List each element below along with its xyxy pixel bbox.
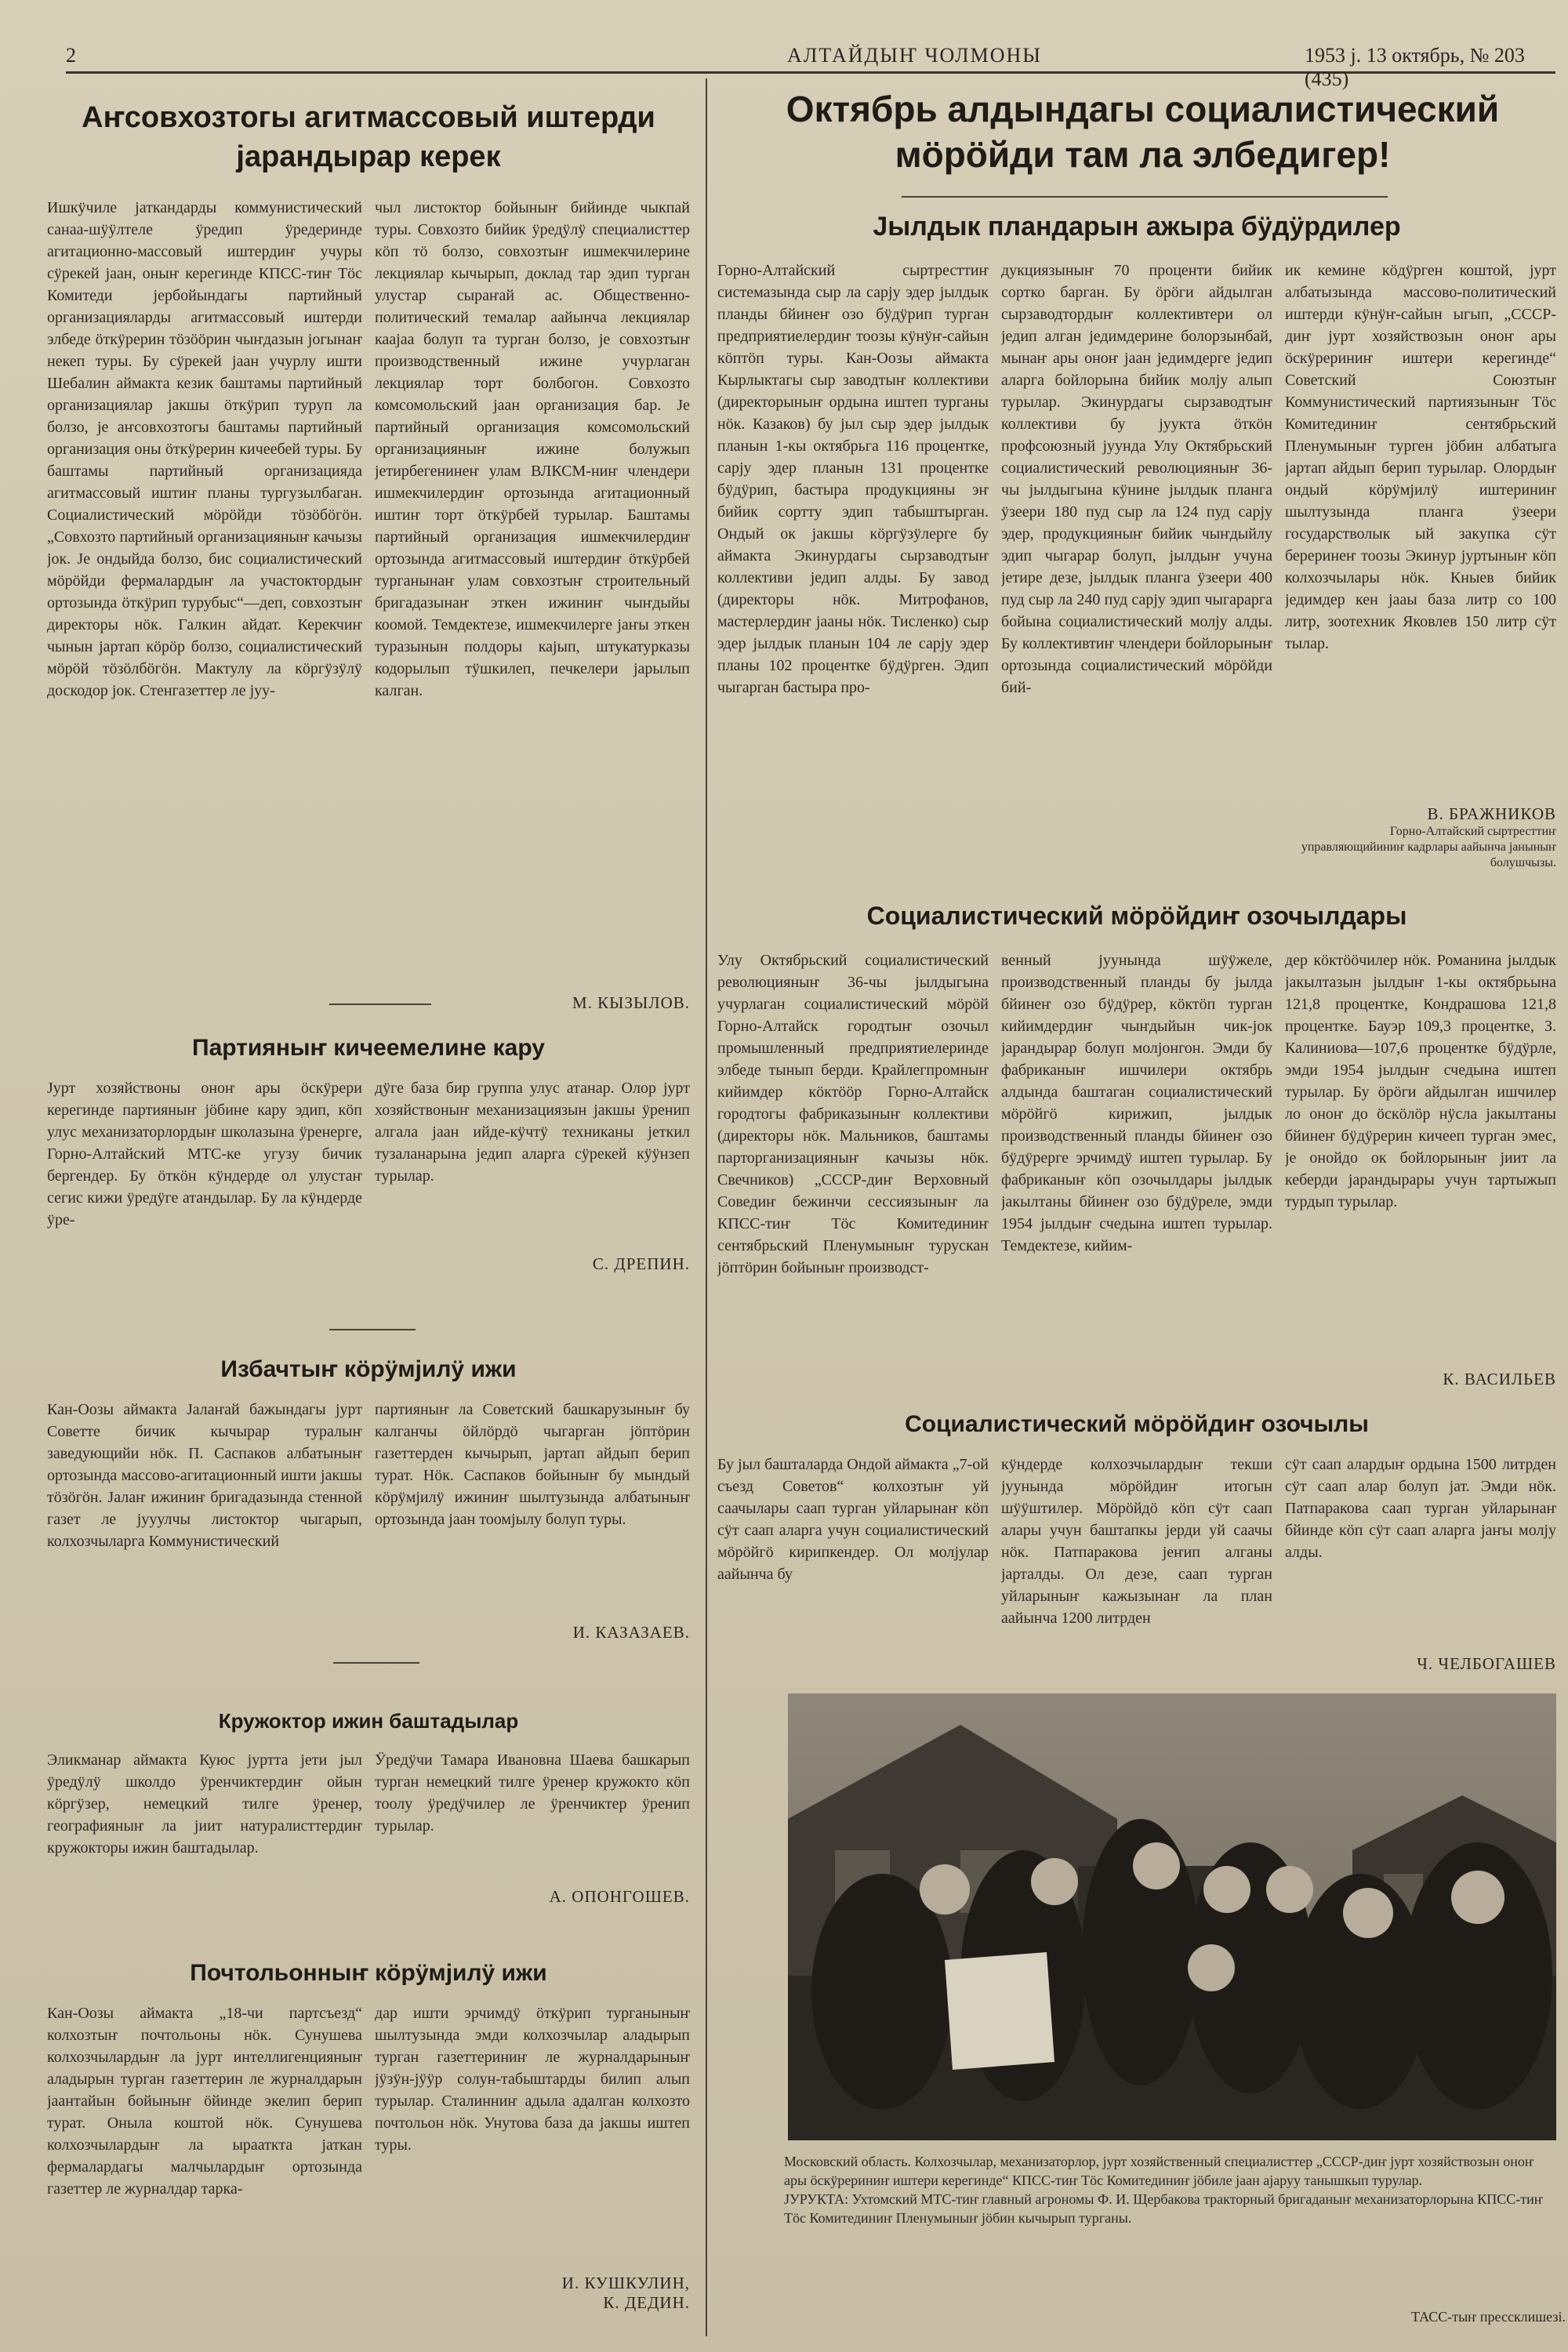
article-signature: Ч. ЧЕЛБОГАШЕВ <box>1417 1654 1556 1673</box>
plan-signature-block <box>1286 800 1556 871</box>
article-title: Кружоктор ижин баштадылар <box>218 1709 519 1733</box>
article-signature: И. КУШКУЛИН, К. ДЕДИН. <box>561 2274 690 2312</box>
article-text: кӱндерде колхозчылардыҥ текши јуунында мӧрӧйдиҥ итогын шӱӱштилер. Мӧрӧйдӧ кӧп сӱт саап алары учун баштапкы јерди уй саачы нӧк. Патпаракова јеҥип алганы јарталды. Ол дезе, саап турган уйларыныҥ кажызынаҥ ла план аайынча 1200 литрден <box>1001 1456 1272 1627</box>
article-text: дар ишти эрчимдӱ ӧткӱрип турганыныҥ шылтузында эмди колхозчылар аладырып турган газеттериниҥ ле журналдарыныҥ јӱзӱн-јӱӱр солун-табыштарды билип алып турылар. Сталинниҥ адыла адалган колхозто почтольон нӧк. Унутова база да јакшы иштеп туры. <box>375 2005 690 2154</box>
article-signature: И. КАЗАЗАЕВ. <box>572 1623 690 1642</box>
article-text: партияныҥ ла Советский башкарузыныҥ бу калганчы ӧйлӧрдӧ чыгарган јӧптӧрин газеттерден кычырып, јартап айдып берип турат. Нӧк. Саспаков бойыныҥ бу мындый кӧрӱмјилӱ ижиниҥ шылтузында албатыныҥ ортозында јаан тоомјылу болуп туры. <box>375 1401 690 1528</box>
divider <box>902 196 1388 198</box>
article-text: Горно-Алтайский сыртресттиҥ системазында сыр ла сарју эдер јылдык планды бйинеҥ озо бӱдӱрип турган предприятиелердиҥ тоозы кӱнӱҥ-сайын кӧптӧп туры. Кан-Оозы аймакта Кырлыктагы сыр заводтыҥ коллективи (директорыныҥ ордына иштеп турганы нӧк. Казаков) бу јыл сыр эдер јылдык планын 1-кы октябрьга 116 процентке, сарју эдер планын 131 процентке бӱдӱрип, бастыра продукцияны эҥ бийик сортту эдип табыштырган. Ондый ок јакшы кӧргӱзӱлерге бу аймакта Экинурдагы сырзаводтыҥ коллективи једип алды. Бу завод (директоры нӧк. Митрофанов, мастерлердиҥ јааны нӧк. Тисленко) сыр эдер јылдык планын 104 ле сарју эдер планы 102 процентке бӱдӱрген. Эдип чыгарган бастыра про- <box>717 262 989 696</box>
article-text: Кан-Оозы аймакта Јалаҥай бажындагы јурт Советте бичик кычырар туралыҥ заведующийи нӧк. П. Саспаков албатыныҥ ортозында массово-агитационный ишти јакшы тӧзӧгӧн. Јалаҥ ижиниҥ бригадазында стенной газет ле јууулчы листоктор чыгарып, колхозчыларга Коммунистический <box>47 1401 362 1550</box>
article-text: дукциязыныҥ 70 проценти бийик сортко барган. Бу ӧрӧги айдылган сырзаводтордыҥ коллективтери ол једип алган једимдерине болорзынбай, мынаҥ ары оноҥ јаан једимдерге једип аларга бойлорына бийик молју алып турылар. Экинурдагы сырзаводтыҥ коллективи бу јуукта ӧткӧн профсоюзный јуунда Улу Октябрьский социалистический революцияныҥ 36-чы јылдыгына кӱнине јылдык планга ӱзеери 180 пуд сыр ла 124 пуд сарју эдер, продукцияныҥ бийик чыҥдыйлу эдип чыгарар болуп, јылдыҥ учуна јетире дезе, јылдык планга ӱзеери 400 пуд сыр ла 240 пуд сарју эдип чыгарарга бойына социалистический молју алды. Бу коллективтиҥ члендери бойлорыныҥ ортозында социалистический мӧрӧйди бий- <box>1001 262 1272 696</box>
photo-credit: ТАСС-тыҥ прессклишезі. <box>1411 2309 1566 2325</box>
article-pochta <box>47 1960 690 2313</box>
article-title: Јылдык пландарын ажыра бӱдӱрдилер <box>873 212 1401 241</box>
divider <box>329 1004 431 1005</box>
article-title: Почтольонныҥ кӧрӱмјилӱ ижи <box>190 1960 547 1986</box>
article-text: венный јуунында шӱӱжеле, производственный планды бу јылда бйинеҥ озо бӱдӱрер, кӧктӧп турган кийимдердиҥ чыҥдыйын чик-јок јарандырар болуп молјонгон. Эмди бу фабриканыҥ ишчилери октябрь алдында баштаган социалистический мӧрӧйгӧ кирижип, јылдык производственный планды бйинеҥ озо бӱдӱрерге эрчимдӱ иштеп турылар. Бу фабриканыҥ кӧп озочылдары јылдык јакылтаны бйинеҥ озо бӱдӱреле, эмди 1954 јылдыҥ счедына иштеп турылар. Темдектезе, кийим- <box>1001 952 1272 1254</box>
article-text: дӱге база бир группа улус атанар. Олор јурт хозяйствоныҥ механизациязын јакшы ӱренип алгала јаан ийде-кӱчтӱ техниканы јеткил тузаланарына једип аларга сӱрекей кӱӱнзеп турылар. <box>375 1080 690 1185</box>
article-text: чыл листоктор бойыныҥ бийинде чыкпай туры. Совхозто бийик ӱредӱлӱ специалисттер кӧп тӧ болзо, совхозтыҥ ишмекчилерине лекциялар кычырып, доклад тар эдип турган улустар сыраҥай ас. Общественно-политический темалар аайынча лекциялар каајаа болуп та турган болзо, је совхозтыҥ производственный ижине учурлаган лекциялар торт болбогон. Совхозто комсомольский јаан организация бар. Је партийный организация комсомольский организацияныҥ ижине болужып јетирбегенинеҥ улам ВЛКСМ-ниҥ члендери ишмекчилердиҥ ортозында агитационный иштиҥ торт ӧткӱрбей турылар. Баштамы партийный организация ишмекчилердиҥ ортозында агитмассовый иштердиҥ ӧткӱрбей турганынаҥ улам совхозтыҥ строительный бригадазынаҥ эткен ижиниҥ чыҥдыйы коомой. Темдектезе, ишмекчилерге јаҥы эткен туразынын полдоры кајып, штукатурказы кодорылып тӱшкилеп, печкелери јарылып калган. <box>375 199 690 699</box>
article-agitmass <box>47 98 690 1013</box>
banner-text: Октябрь алдындагы социалистический мӧрӧйди там ла элбедигер! <box>786 89 1500 175</box>
article-signature: М. КЫЗЫЛОВ. <box>572 993 690 1012</box>
article-title: Социалистический мӧрӧйдиҥ озочылдары <box>866 902 1407 930</box>
article-ozo2 <box>717 1411 1556 1674</box>
article-title: Социалистический мӧрӧйдиҥ озочылы <box>905 1411 1369 1437</box>
article-text: сӱт саап алардыҥ ордына 1500 литрден сӱт саап алар болуп јат. Эмди нӧк. Патпаракова саап турган уйларынаҥ бйинде кӧп сӱт саап аларга јаҥы молју алды. <box>1285 1456 1556 1561</box>
issue-date: 1953 ј. 13 октябрь, № 203 (435) <box>1305 44 1525 90</box>
photo-illustration <box>788 1693 1556 2140</box>
article-kruzhok <box>47 1709 690 1907</box>
article-text: Јурт хозяйствоны оноҥ ары ӧскӱрери керегинде партияныҥ јӧбине кару эдип, кӧп улус механизаторлордыҥ школазына ӱренерге, Горно-Алтайский МТС-ке угузу бичик бергендер. Бу ӧткӧн кӱндерде ол улустаҥ сегис кижи ӱредӱге атандылар. Бу ла кӱндерде ӱре- <box>47 1080 362 1229</box>
article-party <box>47 1035 690 1274</box>
signature-note: Горно-Алтайский сыртресттиҥ управляющийиниҥ кадрлары аайынча јаныныҥ болушчызы. <box>1301 825 1556 869</box>
article-signature: А. ОПОНГОШЕВ. <box>549 1887 690 1906</box>
article-title: Аҥсовхозтогы агитмассовый иштерди јарандырар керек <box>82 101 655 173</box>
page-number: 2 <box>66 44 76 67</box>
banner-headline <box>729 86 1556 177</box>
column-divider <box>706 78 707 2336</box>
article-text: дер кӧктӧӧчилер нӧк. Романина јылдык јакылтазын јылдыҥ 1-кы октябрьына 121,8 процентке, Кондрашова 121,8 процентке. Бауэр 109,3 процентке, З. Калиниова—107,6 процентке бӱдӱрле, эмди 1954 јылдыҥ счедына иштеп турылар. Бу ӧрӧги айдылган ишчилер ло оноҥ до ӧскӧлӧр нӱсла јакылтаны бйинеҥ бӱдӱрерин кичееп турган эмес, је онойдо ок бойлорыныҥ јиит ла кеберди јарандырары учун тартыжып турдып турылар. <box>1285 952 1556 1210</box>
caption-text: Московский область. Колхозчылар, механизаторлор, јурт хозяйственный специалисттер „СССР-диҥ јурт хозяйствозын оноҥ ары ӧскӱрериниҥ иштери керегинде“ КПСС-тиҥ Тӧс Комитединиҥ јӧбиле јаан ајаруу танышкып турулар. <box>784 2154 1534 2188</box>
article-text: Улу Октябрьский социалистический революцияныҥ 36-чы јылдыгына учурлаган социалистический мӧрӧй Горно-Алтайск городтыҥ озочыл промышленный предприятиелеринде элбеде тынып берди. Крайлегпромныҥ кийимдер кӧктӧӧр Горно-Алтайск городтогы фабриказыныҥ коллективи (директоры нӧк. Мальников, баштамы парторганизацияныҥ качызы нӧк. Свечников) „СССР-диҥ Верховный Соведиҥ бежинчи сессиязыныҥ ла КПСС-тиҥ Тӧс Комитединиҥ сентябрьский Пленумыныҥ турускан јӧптӧрин бойыныҥ производст- <box>717 952 989 1276</box>
news-photo <box>788 1693 1556 2140</box>
article-text: Ишкӱчиле јаткандарды коммунистический санаа-шӱӱлтеле ӱредип ӱредеринде агитационно-массовый иштердиҥ учуры сӱрекей јаан, оныҥ керегинде КПСС-тиҥ Тӧс Комитеди јербойындагы партийный организацияларды агитмассовый иштерди элбеде ӧткӱрерин тӧзӧӧрин чыҥдазын јогынаҥ некеп туры. Бу сӱрекей јаан учурлу ишти Шебалин аймакта кезик баштамы партийный организациялар јакшы ӧткӱрип туруп ла болзо, је аҥсовхозтогы баштамы партийный организация оны ӧткӱрерин кичеебей туры. Бу баштамы партийный организацияда агитмассовый иштиҥ планы тургузылбаган. Социалистический мӧрӧйди тӧзӧбӧгӧн. „Совхозто партийный организацияныҥ качызы јок. Је ондыйда болзо, бис социалистический мӧрӧйди фермалардыҥ ла участоктордыҥ ортозында ӧткӱрип турубыс“—деп, совхозтыҥ директоры нӧк. Галкин айдат. Керекчиҥ чынын јартап кӧрӧр болзо, социалистический мӧрӧй тӧзӧлбӧгӧн. Мактулу ла кӧргӱзӱлӱ доскодор јок. Стенгазеттер ле јуу- <box>47 199 362 699</box>
article-text: Ӱредӱчи Тамара Ивановна Шаева башкарып турган немецкий тилге ӱренер кружокто кӧп тоолу ӱредӱчилер ле ӱренчиктер ӱренип турылар. <box>375 1751 690 1835</box>
masthead <box>66 39 1555 90</box>
photo-caption <box>784 2152 1556 2227</box>
article-text: Эликманар аймакта Куюс јуртта јети јыл ӱредӱлӱ школдо ӱренчиктердиҥ ойын кӧргӱзер, немецкий тилге ӱренер, географияныҥ ла јиит натуралисттердиҥ кружокторы ижин баштадылар. <box>47 1751 362 1857</box>
article-signature: В. БРАЖНИКОВ <box>1427 804 1556 823</box>
article-title: Избачтыҥ кӧрӱмјилӱ ижи <box>220 1356 517 1382</box>
newspaper-name: АЛТАЙДЫҤ ЧОЛМОНЫ <box>787 44 1042 67</box>
article-ozo1 <box>717 902 1556 1389</box>
article-signature: К. ВАСИЛЬЕВ <box>1443 1370 1556 1388</box>
article-izbach <box>47 1356 690 1642</box>
article-text: ик кемине кӧдӱрген коштой, јурт албатызында массово-политический иштерди кӱнӱҥ-сайын ыгып, „СССР-диҥ јурт хозяйствозын оноҥ ары ӧскӱрериниҥ иштери керегинде“ Советский Союзтыҥ Коммунистический партиязыныҥ Тӧс Комитединиҥ сентябрьский Пленумыныҥ турген јӧбин албатыга јартап айдып берип турылар. Олордыҥ ондый кӧрӱмјилӱ иштериниҥ шылтузында планга ӱзеери государстволык ый закупка сӱт береринеҥ тоозы Экинур јуртыныҥ кӧп колхозчылары нӧк. Кныев бийик једимдер кен јааы база литр со 100 литр, зоотехник Яковлев 150 литр сӱт тылар. <box>1285 262 1556 652</box>
caption-text-2: ЈУРУКТА: Ухтомский МТС-тиҥ главный агрономы Ф. И. Щербакова тракторный бригаданыҥ механизаторлорына КПСС-тиҥ Тӧс Комитединиҥ Пленумыныҥ јӧбин кычырып турганы. <box>784 2191 1544 2226</box>
article-title: Партияныҥ кичеемелине кару <box>192 1035 545 1061</box>
article-signature: С. ДРЕПИН. <box>592 1254 690 1273</box>
article-plan <box>717 212 1556 840</box>
divider <box>329 1329 416 1330</box>
article-text: Кан-Оозы аймакта „18-чи партсъезд“ колхозтыҥ почтольоны нӧк. Сунушева колхозчылардыҥ ла јурт интеллигенцияныҥ аладырын турган газеттерин ле журналдарын јаантайын бойыныҥ ӧйинде экелип берип турат. Оныла коштой нӧк. Сунушева колхозчылардыҥ ла ырааткта јаткан фермалардагы малчылардыҥ ортозында газеттер ле журналдар тарка- <box>47 2005 362 2198</box>
divider <box>333 1662 419 1664</box>
article-text: Бу јыл башталарда Ондой аймакта „7-ой съезд Советов“ колхозтыҥ уй саачылары саап турган уйларынаҥ кӧп сӱт саап аларга учун социалистический мӧрӧйгӧ кирипкендер. Ол молјулар аайынча бу <box>717 1456 989 1583</box>
